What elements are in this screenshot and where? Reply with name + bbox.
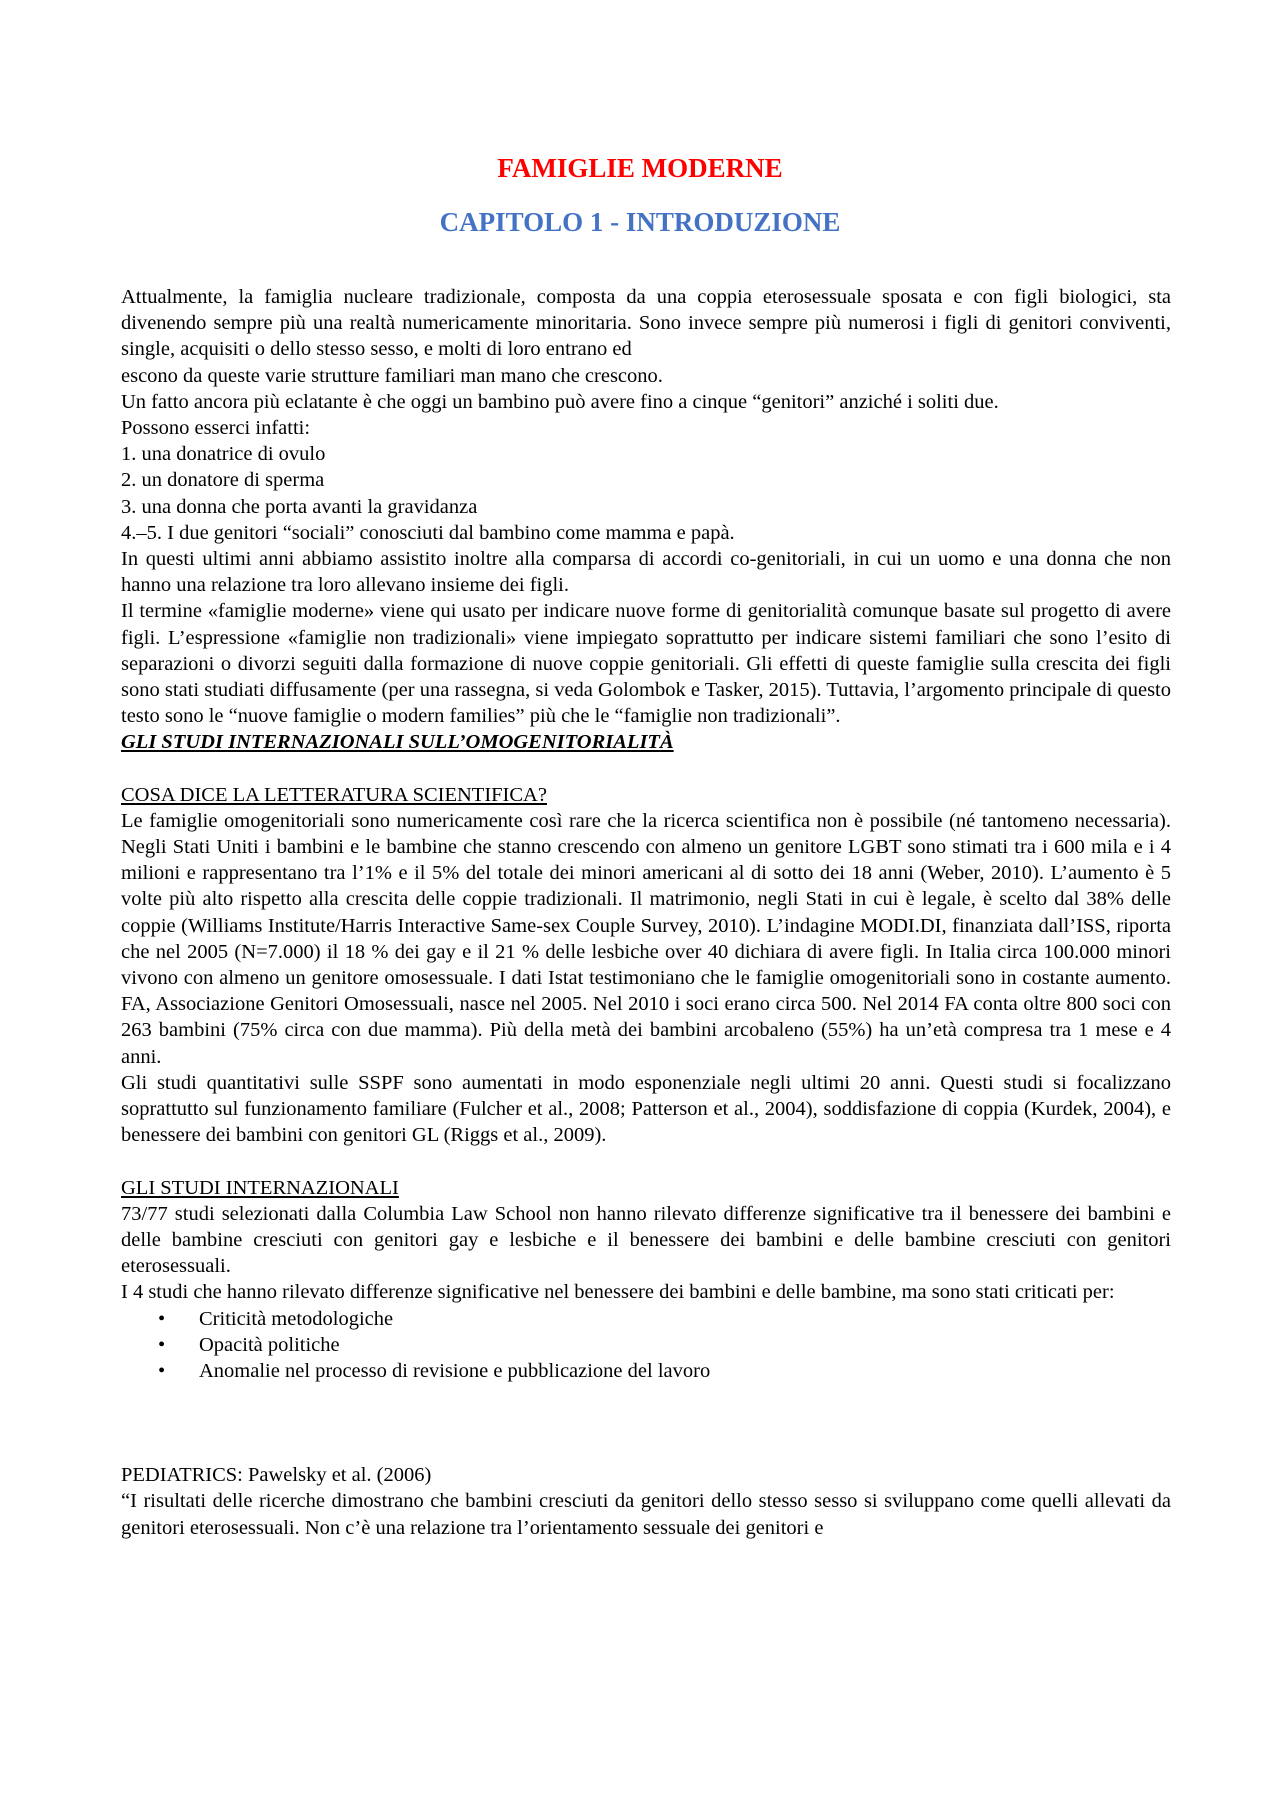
internazionali-paragraph-1: 73/77 studi selezionati dalla Columbia Law School non hanno rilevato differenze significative tra il benessere dei bambini e delle bambine cresciuti con genitori gay e lesbiche e il benessere dei bambini e delle bambine cresciuti con genitori eterosessuali.: [121, 1202, 1171, 1278]
document-title: FAMIGLIE MODERNE: [497, 153, 783, 183]
list-item: • Opacità politiche: [121, 1332, 1171, 1358]
list-item: • Anomalie nel processo di revisione e pubblicazione del lavoro: [121, 1358, 1171, 1384]
intro-paragraph-1-end: escono da queste varie strutture familiari man mano che crescono.: [121, 364, 663, 387]
internazionali-paragraph-2: I 4 studi che hanno rilevato differenze significative nel benessere dei bambini e delle bambine, ma sono stati criticati per:: [121, 1281, 1115, 1304]
bullet-icon: •: [158, 1307, 166, 1330]
intro-paragraph-5: Il termine «famiglie moderne» viene qui usato per indicare nuove forme di genitorialità comunque basate sul progetto di avere figli. L’espressione «famiglie non tradizionali» viene impiegato soprattutto per indicare sistemi familiari che sono l’esito di separazioni o divorzi seguiti dalla formazione di nuove coppie genitoriali. Gli effetti di queste famiglie sulla crescita dei figli sono stati studiati diffusamente (per una rassegna, si veda Golombok e Tasker, 2015). Tuttavia, l’argomento principale di questo testo sono le “nuove famiglie o modern families” più che le “famiglie non tradizionali”.: [121, 600, 1171, 728]
list-item: • Criticità metodologiche: [121, 1306, 1171, 1332]
intro-paragraph-2: Un fatto ancora più eclatante è che oggi un bambino può avere fino a cinque “genitori” anziché i soliti due.: [121, 390, 999, 413]
spacer: [121, 1384, 1171, 1462]
intro-paragraph-3: Possono esserci infatti:: [121, 417, 311, 440]
criticism-list: [121, 1306, 1171, 1385]
list-item: 2. un donatore di sperma: [121, 469, 325, 492]
pediatrics-quote: “I risultati delle ricerche dimostrano che bambini cresciuti da genitori dello stesso sesso si sviluppano come quelli allevati da genitori eterosessuali. Non c’è una relazione tra l’orientamento sessuale dei genitori e: [121, 1490, 1171, 1539]
spacer: [121, 756, 1171, 782]
spacer: [121, 1149, 1171, 1175]
bullet-icon: •: [158, 1359, 166, 1382]
chapter-title: CAPITOLO 1 - INTRODUZIONE: [439, 207, 841, 237]
list-item: 4.–5. I due genitori “sociali” conosciuti dal bambino come mamma e papà.: [121, 521, 735, 544]
section-heading: GLI STUDI INTERNAZIONALI SULL’OMOGENITORIALITÀ: [121, 731, 674, 754]
pediatrics-source: PEDIATRICS: Pawelsky et al. (2006): [121, 1464, 432, 1487]
bullet-icon: •: [158, 1333, 166, 1356]
list-item: 3. una donna che porta avanti la gravidanza: [121, 495, 478, 518]
letteratura-paragraph-2: Gli studi quantitativi sulle SSPF sono aumentati in modo esponenziale negli ultimi 20 anni. Questi studi si focalizzano soprattutto sul funzionamento familiare (Fulcher et al., 2008; Patterson et al., 2004), soddisfazione di coppia (Kurdek, 2004), e benessere dei bambini con genitori GL (Riggs et al., 2009).: [121, 1071, 1171, 1147]
intro-paragraph-1: Attualmente, la famiglia nucleare tradizionale, composta da una coppia eterosessuale sposata e con figli biologici, sta divenendo sempre più una realtà numericamente minoritaria. Sono invece sempre più numerosi i figli di genitori conviventi, single, acquisiti o dello stesso sesso, e molti di loro entrano ed: [121, 286, 1171, 361]
document-body: [121, 284, 1171, 1541]
list-item: 1. una donatrice di ovulo: [121, 443, 326, 466]
letteratura-paragraph-1: Le famiglie omogenitoriali sono numericamente così rare che la ricerca scientifica non è possibile (né tantomeno necessaria). Negli Stati Uniti i bambini e le bambine che stanno crescendo con almeno un genitore LGBT sono stimati tra i 600 mila e i 4 milioni e rappresentano tra l’1% e il 5% del totale dei minori americani al di sotto dei 18 anni (Weber, 2010). L’aumento è 5 volte più alto rispetto alla crescita delle coppie tradizionali. Il matrimonio, negli Stati in cui è legale, è scelto dal 38% delle coppie (Williams Institute/Harris Interactive Same-sex Couple Survey, 2010). L’indagine MODI.DI, finanziata dall’ISS, riporta che nel 2005 (N=7.000) il 18 % dei gay e il 21 % delle lesbiche over 40 dichiara di avere figli. In Italia circa 100.000 minori vivono con almeno un genitore omosessuale. I dati Istat testimoniano che le famiglie omogenitoriali sono in costante aumento. FA, Associazione Genitori Omosessuali, nasce nel 2005. Nel 2010 i soci erano circa 500. Nel 2014 FA conta oltre 800 soci con 263 bambini (75% circa con due mamma). Più della metà dei bambini arcobaleno (55%) ha un’età compresa tra 1 mese e 4 anni.: [121, 809, 1171, 1068]
internazionali-heading: GLI STUDI INTERNAZIONALI: [121, 1176, 399, 1199]
letteratura-heading: COSA DICE LA LETTERATURA SCIENTIFICA?: [121, 783, 547, 806]
intro-paragraph-4: In questi ultimi anni abbiamo assistito inoltre alla comparsa di accordi co-genitoriali, in cui un uomo e una donna che non hanno una relazione tra loro allevano insieme dei figli.: [121, 548, 1171, 597]
